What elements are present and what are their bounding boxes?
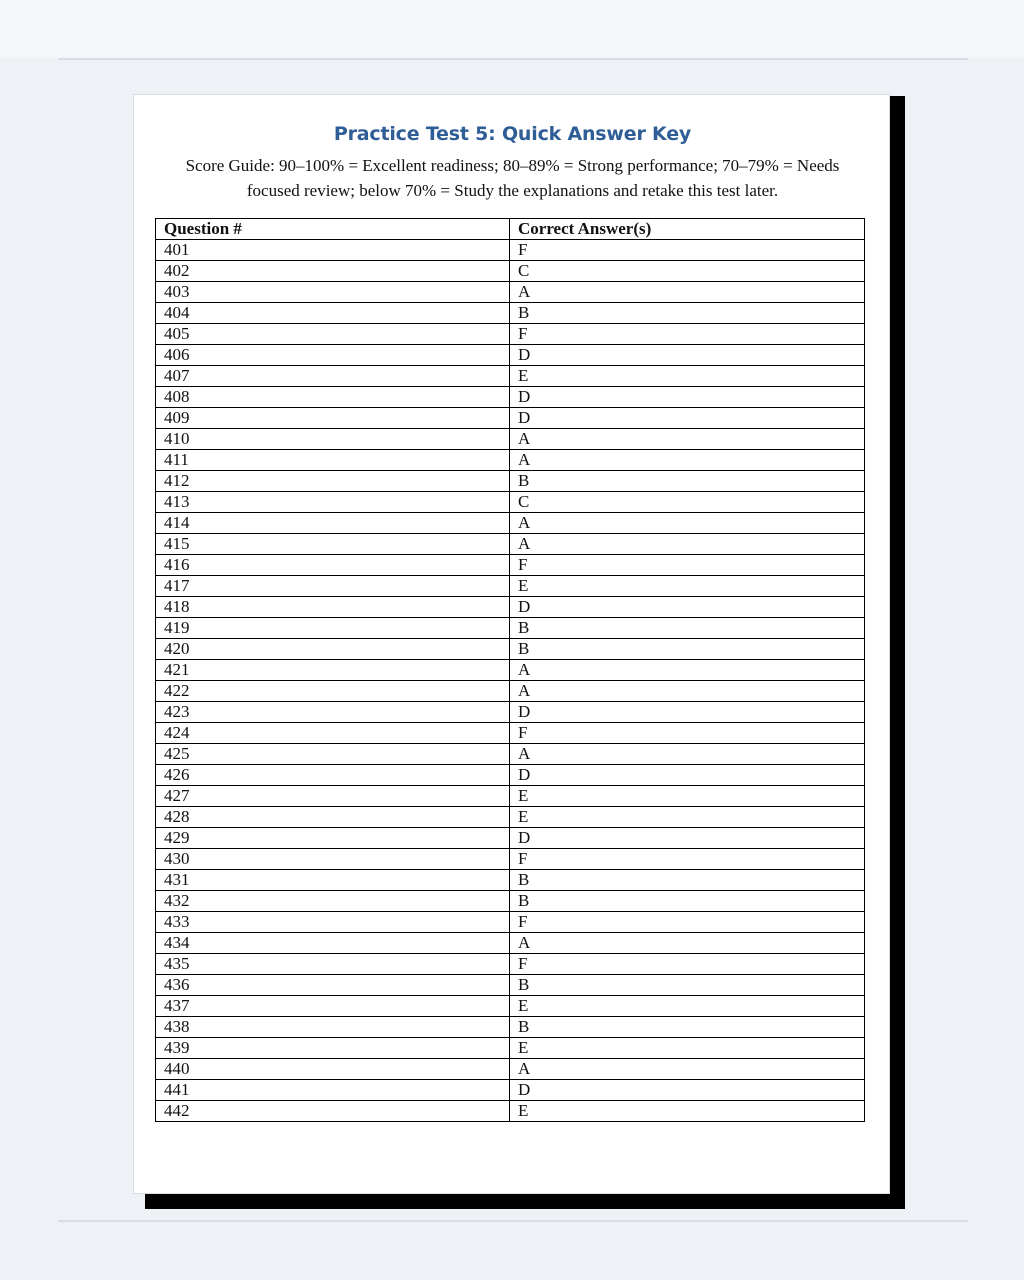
table-row: [156, 429, 865, 450]
question-number-cell: 434: [156, 933, 510, 954]
correct-answer-cell: A: [510, 513, 865, 534]
question-number-cell: 430: [156, 849, 510, 870]
table-row: [156, 618, 865, 639]
table-row: [156, 975, 865, 996]
question-number-cell: 410: [156, 429, 510, 450]
correct-answer-cell: F: [510, 954, 865, 975]
table-row: [156, 828, 865, 849]
question-number-cell: 401: [156, 240, 510, 261]
correct-answer-cell: D: [510, 1080, 865, 1101]
correct-answer-cell: E: [510, 1101, 865, 1122]
table-row: [156, 408, 865, 429]
correct-answer-cell: F: [510, 723, 865, 744]
header-question-number: Question #: [156, 219, 510, 240]
question-number-cell: 422: [156, 681, 510, 702]
question-number-cell: 425: [156, 744, 510, 765]
table-row: [156, 1017, 865, 1038]
question-number-cell: 404: [156, 303, 510, 324]
correct-answer-cell: E: [510, 1038, 865, 1059]
question-number-cell: 403: [156, 282, 510, 303]
table-row: [156, 387, 865, 408]
correct-answer-cell: A: [510, 282, 865, 303]
question-number-cell: 442: [156, 1101, 510, 1122]
table-row: [156, 660, 865, 681]
question-number-cell: 432: [156, 891, 510, 912]
table-row: [156, 639, 865, 660]
table-row: [156, 492, 865, 513]
question-number-cell: 413: [156, 492, 510, 513]
question-number-cell: 439: [156, 1038, 510, 1059]
table-row: [156, 555, 865, 576]
question-number-cell: 411: [156, 450, 510, 471]
top-divider: [58, 58, 968, 60]
correct-answer-cell: B: [510, 471, 865, 492]
table-row: [156, 849, 865, 870]
page-title: Practice Test 5: Quick Answer Key: [333, 123, 692, 145]
correct-answer-cell: A: [510, 744, 865, 765]
document-page: [133, 94, 890, 1194]
question-number-cell: 424: [156, 723, 510, 744]
question-number-cell: 429: [156, 828, 510, 849]
table-row: [156, 723, 865, 744]
question-number-cell: 416: [156, 555, 510, 576]
correct-answer-cell: A: [510, 1059, 865, 1080]
table-row: [156, 996, 865, 1017]
correct-answer-cell: D: [510, 597, 865, 618]
correct-answer-cell: A: [510, 681, 865, 702]
table-row: [156, 450, 865, 471]
table-row: [156, 1038, 865, 1059]
correct-answer-cell: B: [510, 891, 865, 912]
correct-answer-cell: D: [510, 387, 865, 408]
correct-answer-cell: B: [510, 870, 865, 891]
correct-answer-cell: E: [510, 807, 865, 828]
correct-answer-cell: F: [510, 555, 865, 576]
table-row: [156, 1101, 865, 1122]
table-row: [156, 240, 865, 261]
table-row: [156, 912, 865, 933]
question-number-cell: 428: [156, 807, 510, 828]
table-row: [156, 1059, 865, 1080]
correct-answer-cell: B: [510, 1017, 865, 1038]
correct-answer-cell: B: [510, 639, 865, 660]
correct-answer-cell: A: [510, 429, 865, 450]
correct-answer-cell: A: [510, 450, 865, 471]
correct-answer-cell: D: [510, 345, 865, 366]
question-number-cell: 405: [156, 324, 510, 345]
correct-answer-cell: C: [510, 492, 865, 513]
question-number-cell: 436: [156, 975, 510, 996]
table-row: [156, 786, 865, 807]
question-number-cell: 426: [156, 765, 510, 786]
question-number-cell: 433: [156, 912, 510, 933]
correct-answer-cell: B: [510, 303, 865, 324]
table-row: [156, 324, 865, 345]
table-row: [156, 702, 865, 723]
question-number-cell: 438: [156, 1017, 510, 1038]
correct-answer-cell: E: [510, 366, 865, 387]
question-number-cell: 407: [156, 366, 510, 387]
correct-answer-cell: F: [510, 324, 865, 345]
question-number-cell: 412: [156, 471, 510, 492]
correct-answer-cell: E: [510, 786, 865, 807]
correct-answer-cell: E: [510, 576, 865, 597]
answer-rows: [156, 240, 865, 1122]
question-number-cell: 408: [156, 387, 510, 408]
score-guide: Score Guide: 90–100% = Excellent readiness; 80–89% = Strong performance; 70–79% = Needs focused review; below 70% = Study the explanations and retake this test later.: [185, 156, 840, 200]
table-row: [156, 282, 865, 303]
correct-answer-cell: C: [510, 261, 865, 282]
question-number-cell: 427: [156, 786, 510, 807]
question-number-cell: 441: [156, 1080, 510, 1101]
question-number-cell: 431: [156, 870, 510, 891]
table-row: [156, 303, 865, 324]
table-row: [156, 513, 865, 534]
question-number-cell: 419: [156, 618, 510, 639]
table-row: [156, 807, 865, 828]
question-number-cell: 440: [156, 1059, 510, 1080]
table-row: [156, 933, 865, 954]
question-number-cell: 420: [156, 639, 510, 660]
viewer-toolbar-area: [0, 0, 1024, 58]
question-number-cell: 435: [156, 954, 510, 975]
question-number-cell: 415: [156, 534, 510, 555]
correct-answer-cell: D: [510, 408, 865, 429]
table-row: [156, 891, 865, 912]
table-row: [156, 744, 865, 765]
question-number-cell: 423: [156, 702, 510, 723]
table-row: [156, 681, 865, 702]
table-row: [156, 534, 865, 555]
correct-answer-cell: A: [510, 534, 865, 555]
question-number-cell: 437: [156, 996, 510, 1017]
correct-answer-cell: D: [510, 702, 865, 723]
table-row: [156, 576, 865, 597]
question-number-cell: 417: [156, 576, 510, 597]
question-number-cell: 418: [156, 597, 510, 618]
table-row: [156, 765, 865, 786]
correct-answer-cell: E: [510, 996, 865, 1017]
table-header-row: [156, 219, 865, 240]
question-number-cell: 421: [156, 660, 510, 681]
correct-answer-cell: F: [510, 849, 865, 870]
correct-answer-cell: A: [510, 660, 865, 681]
correct-answer-cell: F: [510, 912, 865, 933]
question-number-cell: 406: [156, 345, 510, 366]
correct-answer-cell: D: [510, 765, 865, 786]
table-row: [156, 597, 865, 618]
question-number-cell: 402: [156, 261, 510, 282]
header-correct-answer: Correct Answer(s): [510, 219, 865, 240]
correct-answer-cell: F: [510, 240, 865, 261]
correct-answer-cell: B: [510, 975, 865, 996]
question-number-cell: 409: [156, 408, 510, 429]
correct-answer-cell: B: [510, 618, 865, 639]
table-row: [156, 870, 865, 891]
question-number-cell: 414: [156, 513, 510, 534]
table-row: [156, 345, 865, 366]
table-row: [156, 471, 865, 492]
table-row: [156, 1080, 865, 1101]
answer-key-table: [155, 218, 865, 1122]
correct-answer-cell: D: [510, 828, 865, 849]
table-row: [156, 954, 865, 975]
table-row: [156, 261, 865, 282]
correct-answer-cell: A: [510, 933, 865, 954]
table-row: [156, 366, 865, 387]
bottom-divider: [58, 1220, 968, 1222]
